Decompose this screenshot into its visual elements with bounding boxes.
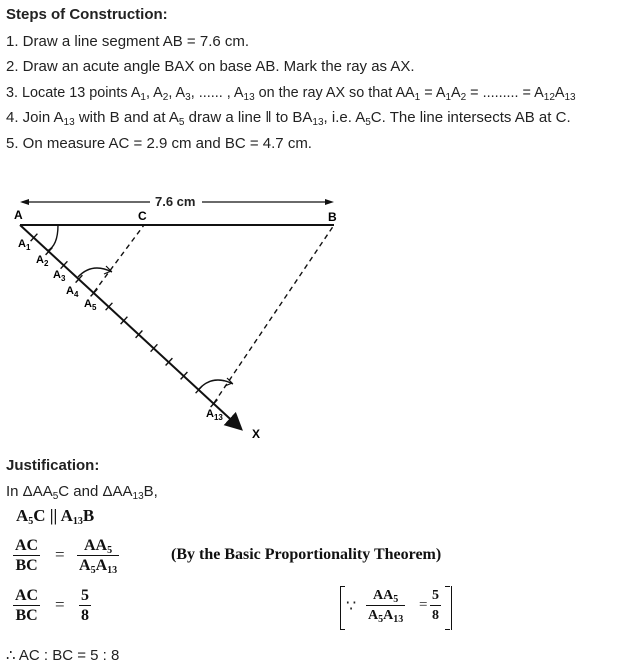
point-a13-label: $A_{13}$ <box>206 408 223 422</box>
point-a2-label: $A_2$ <box>36 254 49 268</box>
equals-sign-1: = <box>55 545 65 564</box>
step-5: 5. On measure AC = 2.9 cm and BC = 4.7 cm. <box>6 135 312 152</box>
bracket-fraction-aa5-a5a13: $\frac{AA_5}{A_5A_{13}}$ <box>368 588 404 625</box>
bracket-fraction-5-8: $\frac{5}{8}$ <box>432 588 439 623</box>
fraction-ac-bc-1: $\frac{AC}{BC}$ <box>15 537 39 574</box>
angle-arc-a <box>47 225 58 251</box>
measurement-label: 7.6 cm <box>155 194 196 209</box>
dashed-line-a5c <box>94 225 144 292</box>
step-1: 1. Draw a line segment AB = 7.6 cm. <box>6 33 250 50</box>
point-c-label: C <box>138 209 147 223</box>
ray-ax <box>20 225 240 428</box>
point-a-label: A <box>14 208 23 222</box>
bracket-equals: = <box>419 597 428 613</box>
point-a4-label: $A_4$ <box>66 285 79 299</box>
fraction-ac-bc-2: $\frac{AC}{BC}$ <box>15 587 39 624</box>
fraction-5-8: $\frac{5}{8}$ <box>81 587 89 624</box>
because-symbol: ∵ <box>346 598 357 615</box>
equals-sign-2: = <box>55 595 65 614</box>
steps-title: Steps of Construction: <box>6 6 168 23</box>
justification-intro: In $\Delta AA_5C$ and $\Delta AA_{13}B$, <box>6 483 158 502</box>
fraction-aa5-a5a13: $\frac{AA_5}{A_5A_{13}}$ <box>79 537 118 576</box>
step-4: 4. Join $A_{13}$ with B and at $A_5$ draw a line ‖ to $BA_{13}$, i.e. $A_5C$. The line intersects AB at C. <box>6 109 571 128</box>
dashed-line-a13b <box>214 225 334 403</box>
step-2: 2. Draw an acute angle BAX on base AB. Mark the ray as AX. <box>6 58 415 75</box>
conclusion: ∴ AC : BC = 5 : 8 <box>6 647 120 664</box>
bpt-note: (By the Basic Proportionality Theorem) <box>171 546 442 563</box>
step-3: 3. Locate 13 points $A_1$, $A_2$, $A_3$, ...... , $A_{13}$ on the ray AX so that $AA_1 = A_1A_2$ = ......... = $A_{12}A_{13}$ <box>6 85 576 103</box>
point-a3-label: $A_3$ <box>53 269 66 283</box>
point-a5-label: $A_5$ <box>84 298 97 312</box>
parallel-statement: $A_5C$ || $A_{13}B$ <box>16 506 95 527</box>
point-b-label: B <box>328 210 337 224</box>
point-x-label: X <box>252 427 261 441</box>
justification-title: Justification: <box>6 457 100 474</box>
point-a1-label: $A_1$ <box>18 238 31 252</box>
